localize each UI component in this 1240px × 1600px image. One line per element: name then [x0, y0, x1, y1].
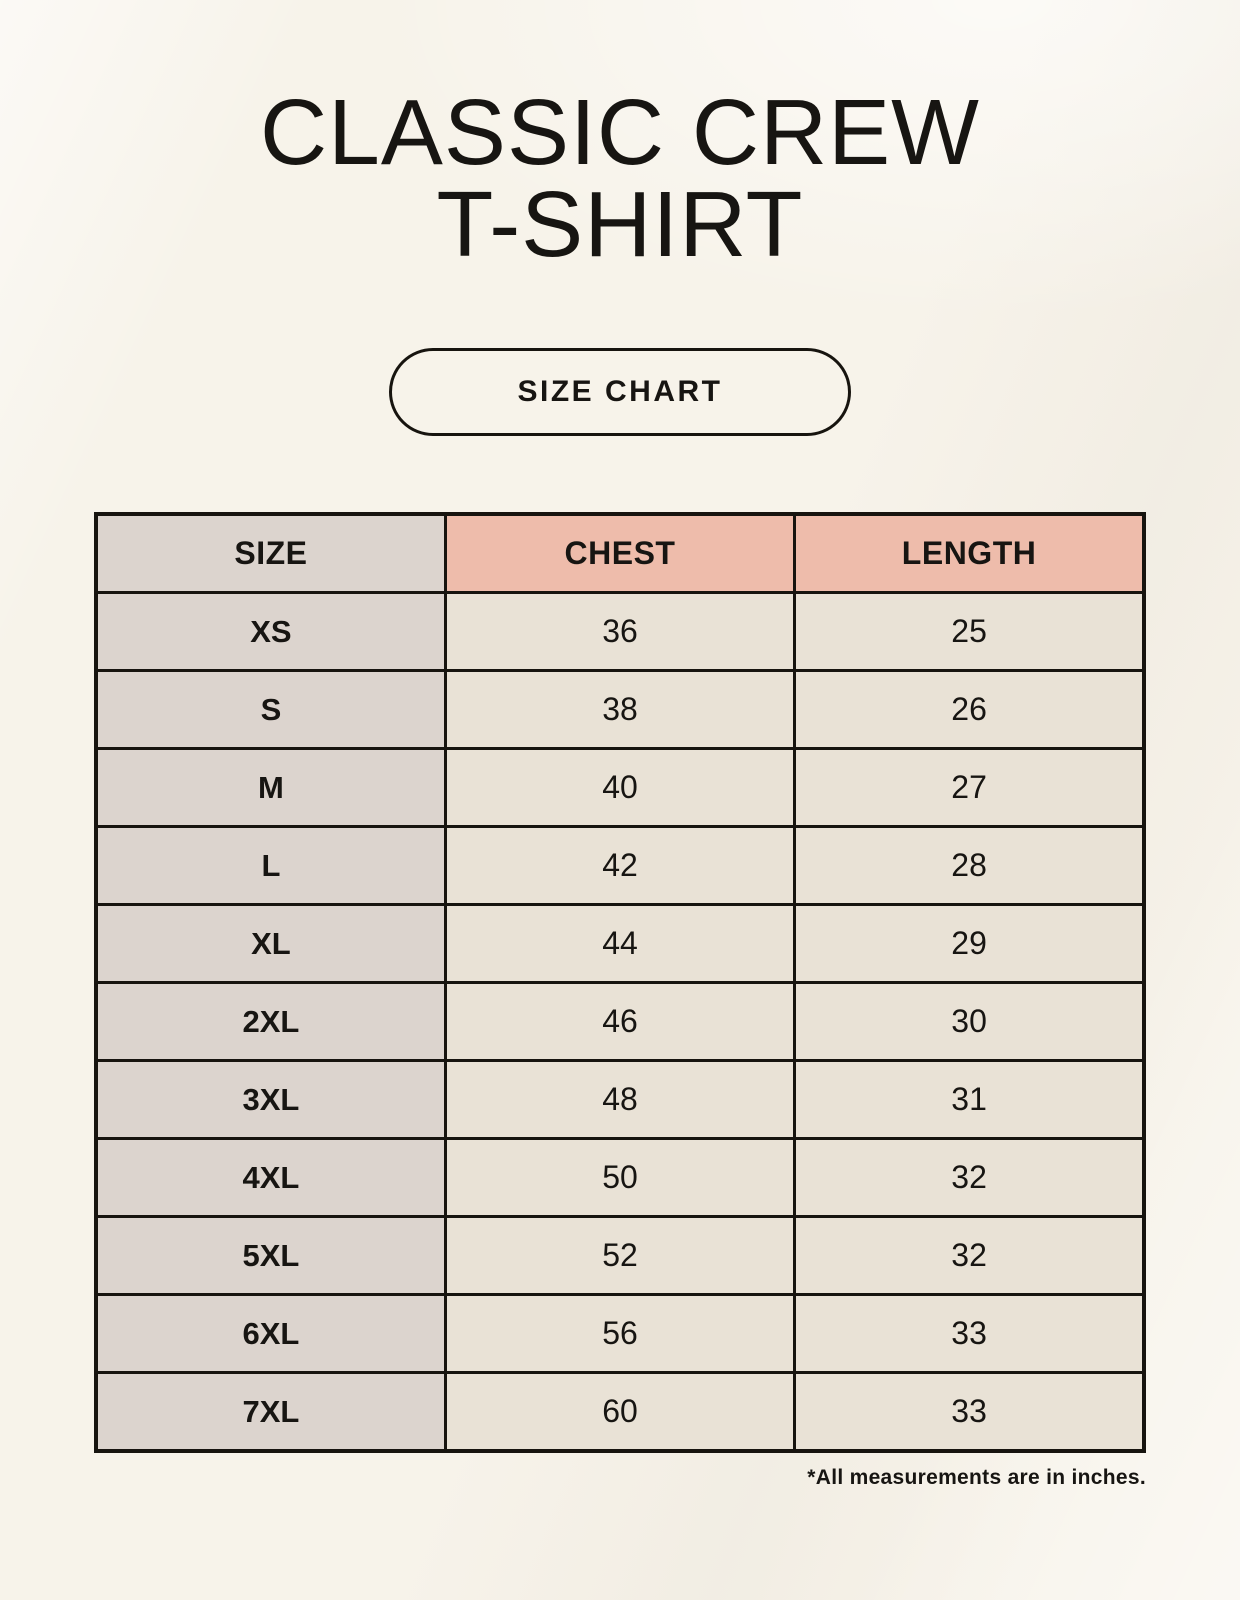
size-chart-badge: [389, 348, 851, 436]
header-row: [96, 514, 1144, 593]
chest-value-cell: 50: [445, 1139, 794, 1217]
chest-value-cell: 40: [445, 749, 794, 827]
length-value-cell: 31: [795, 1061, 1144, 1139]
table-row: [96, 749, 1144, 827]
size-label-cell: 3XL: [96, 1061, 445, 1139]
size-table-container: [94, 512, 1146, 1490]
chest-value-cell: 48: [445, 1061, 794, 1139]
table-row: [96, 671, 1144, 749]
chest-value-cell: 42: [445, 827, 794, 905]
chest-value-cell: 60: [445, 1373, 794, 1452]
table-row: [96, 1295, 1144, 1373]
length-value-cell: 28: [795, 827, 1144, 905]
page-title-line-1: CLASSIC CREW: [260, 80, 980, 184]
chest-value-cell: 36: [445, 593, 794, 671]
size-label-cell: 2XL: [96, 983, 445, 1061]
size-label-cell: 6XL: [96, 1295, 445, 1373]
size-label-cell: 5XL: [96, 1217, 445, 1295]
column-header-chest: CHEST: [445, 514, 794, 593]
size-chart-badge-label: SIZE CHART: [517, 375, 723, 409]
page-title: [0, 80, 1240, 277]
size-label-cell: S: [96, 671, 445, 749]
table-row: [96, 1373, 1144, 1452]
chest-value-cell: 38: [445, 671, 794, 749]
table-row: [96, 1217, 1144, 1295]
length-value-cell: 33: [795, 1373, 1144, 1452]
size-label-cell: 7XL: [96, 1373, 445, 1452]
chest-value-cell: 52: [445, 1217, 794, 1295]
size-label-cell: L: [96, 827, 445, 905]
table-row: [96, 1061, 1144, 1139]
length-value-cell: 32: [795, 1139, 1144, 1217]
table-row: [96, 1139, 1144, 1217]
length-value-cell: 26: [795, 671, 1144, 749]
chest-value-cell: 46: [445, 983, 794, 1061]
length-value-cell: 27: [795, 749, 1144, 827]
size-label-cell: M: [96, 749, 445, 827]
size-label-cell: 4XL: [96, 1139, 445, 1217]
column-header-length: LENGTH: [795, 514, 1144, 593]
size-label-cell: XL: [96, 905, 445, 983]
page-title-line-2: T-SHIRT: [436, 172, 804, 277]
column-header-size: SIZE: [96, 514, 445, 593]
length-value-cell: 29: [795, 905, 1144, 983]
table-row: [96, 905, 1144, 983]
size-label-cell: XS: [96, 593, 445, 671]
size-table: [94, 512, 1146, 1453]
length-value-cell: 30: [795, 983, 1144, 1061]
length-value-cell: 32: [795, 1217, 1144, 1295]
table-row: [96, 827, 1144, 905]
table-row: [96, 983, 1144, 1061]
measurement-note: *All measurements are in inches.: [807, 1466, 1146, 1490]
length-value-cell: 25: [795, 593, 1144, 671]
chest-value-cell: 56: [445, 1295, 794, 1373]
table-row: [96, 593, 1144, 671]
chest-value-cell: 44: [445, 905, 794, 983]
length-value-cell: 33: [795, 1295, 1144, 1373]
size-table-body: [96, 593, 1144, 1452]
